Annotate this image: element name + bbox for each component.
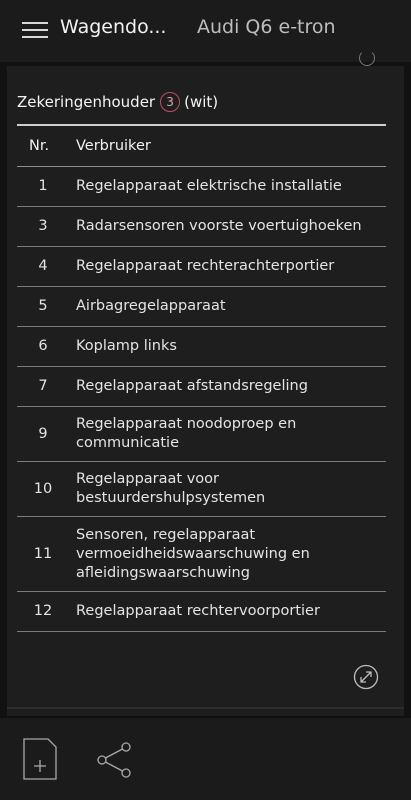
row-consumer: Regelapparaat rechterachterportier [70, 247, 386, 287]
row-nr: 9 [17, 407, 70, 462]
row-consumer: Regelapparaat noodoproep en communicatie [70, 407, 386, 462]
card-bottom-divider [7, 707, 404, 709]
row-nr: 12 [17, 592, 70, 632]
row-consumer: Koplamp links [70, 327, 386, 367]
row-nr: 10 [17, 462, 70, 517]
bottom-toolbar [0, 718, 411, 800]
vehicle-name: Audi Q6 e-tron [197, 16, 336, 38]
hamburger-menu-icon[interactable] [22, 22, 48, 38]
row-consumer: Regelapparaat afstandsregeling [70, 367, 386, 407]
share-icon[interactable] [96, 742, 132, 778]
row-nr: 4 [17, 247, 70, 287]
row-nr: 11 [17, 517, 70, 592]
expand-icon[interactable] [353, 664, 379, 690]
fuse-holder-number-badge: 3 [160, 92, 180, 112]
row-consumer: Airbagregelapparaat [70, 287, 386, 327]
partial-circle-icon [359, 50, 375, 66]
table-row [17, 367, 386, 407]
row-consumer: Sensoren, regelapparaat vermoeidheidswaarschuwing en afleidingswaarschuwing [70, 517, 386, 592]
row-nr: 6 [17, 327, 70, 367]
top-app-bar [0, 0, 411, 62]
heading-color: (wit) [184, 93, 219, 111]
row-nr: 5 [17, 287, 70, 327]
fuse-table [17, 126, 386, 632]
table-row [17, 287, 386, 327]
row-consumer: Regelapparaat voor bestuurdershulpsystemen [70, 462, 386, 517]
heading-label: Zekeringenhouder [17, 93, 156, 111]
row-consumer: Regelapparaat elektrische installatie [70, 167, 386, 207]
table-row [17, 592, 386, 632]
new-document-icon[interactable] [23, 738, 57, 780]
row-nr: 1 [17, 167, 70, 207]
row-consumer: Radarsensoren voorste voertuighoeken [70, 207, 386, 247]
table-header-row [17, 126, 386, 167]
table-row [17, 327, 386, 367]
row-nr: 3 [17, 207, 70, 247]
row-nr: 7 [17, 367, 70, 407]
row-consumer: Regelapparaat rechtervoorportier [70, 592, 386, 632]
table-row [17, 462, 386, 517]
page-title: Wagendo... [60, 16, 167, 38]
table-row [17, 167, 386, 207]
column-header-consumer: Verbruiker [70, 126, 386, 167]
fuse-holder-heading [17, 92, 218, 112]
table-row [17, 207, 386, 247]
fuse-holder-card [7, 66, 404, 716]
table-row [17, 517, 386, 592]
column-header-nr: Nr. [17, 126, 70, 167]
table-row [17, 247, 386, 287]
table-row [17, 407, 386, 462]
